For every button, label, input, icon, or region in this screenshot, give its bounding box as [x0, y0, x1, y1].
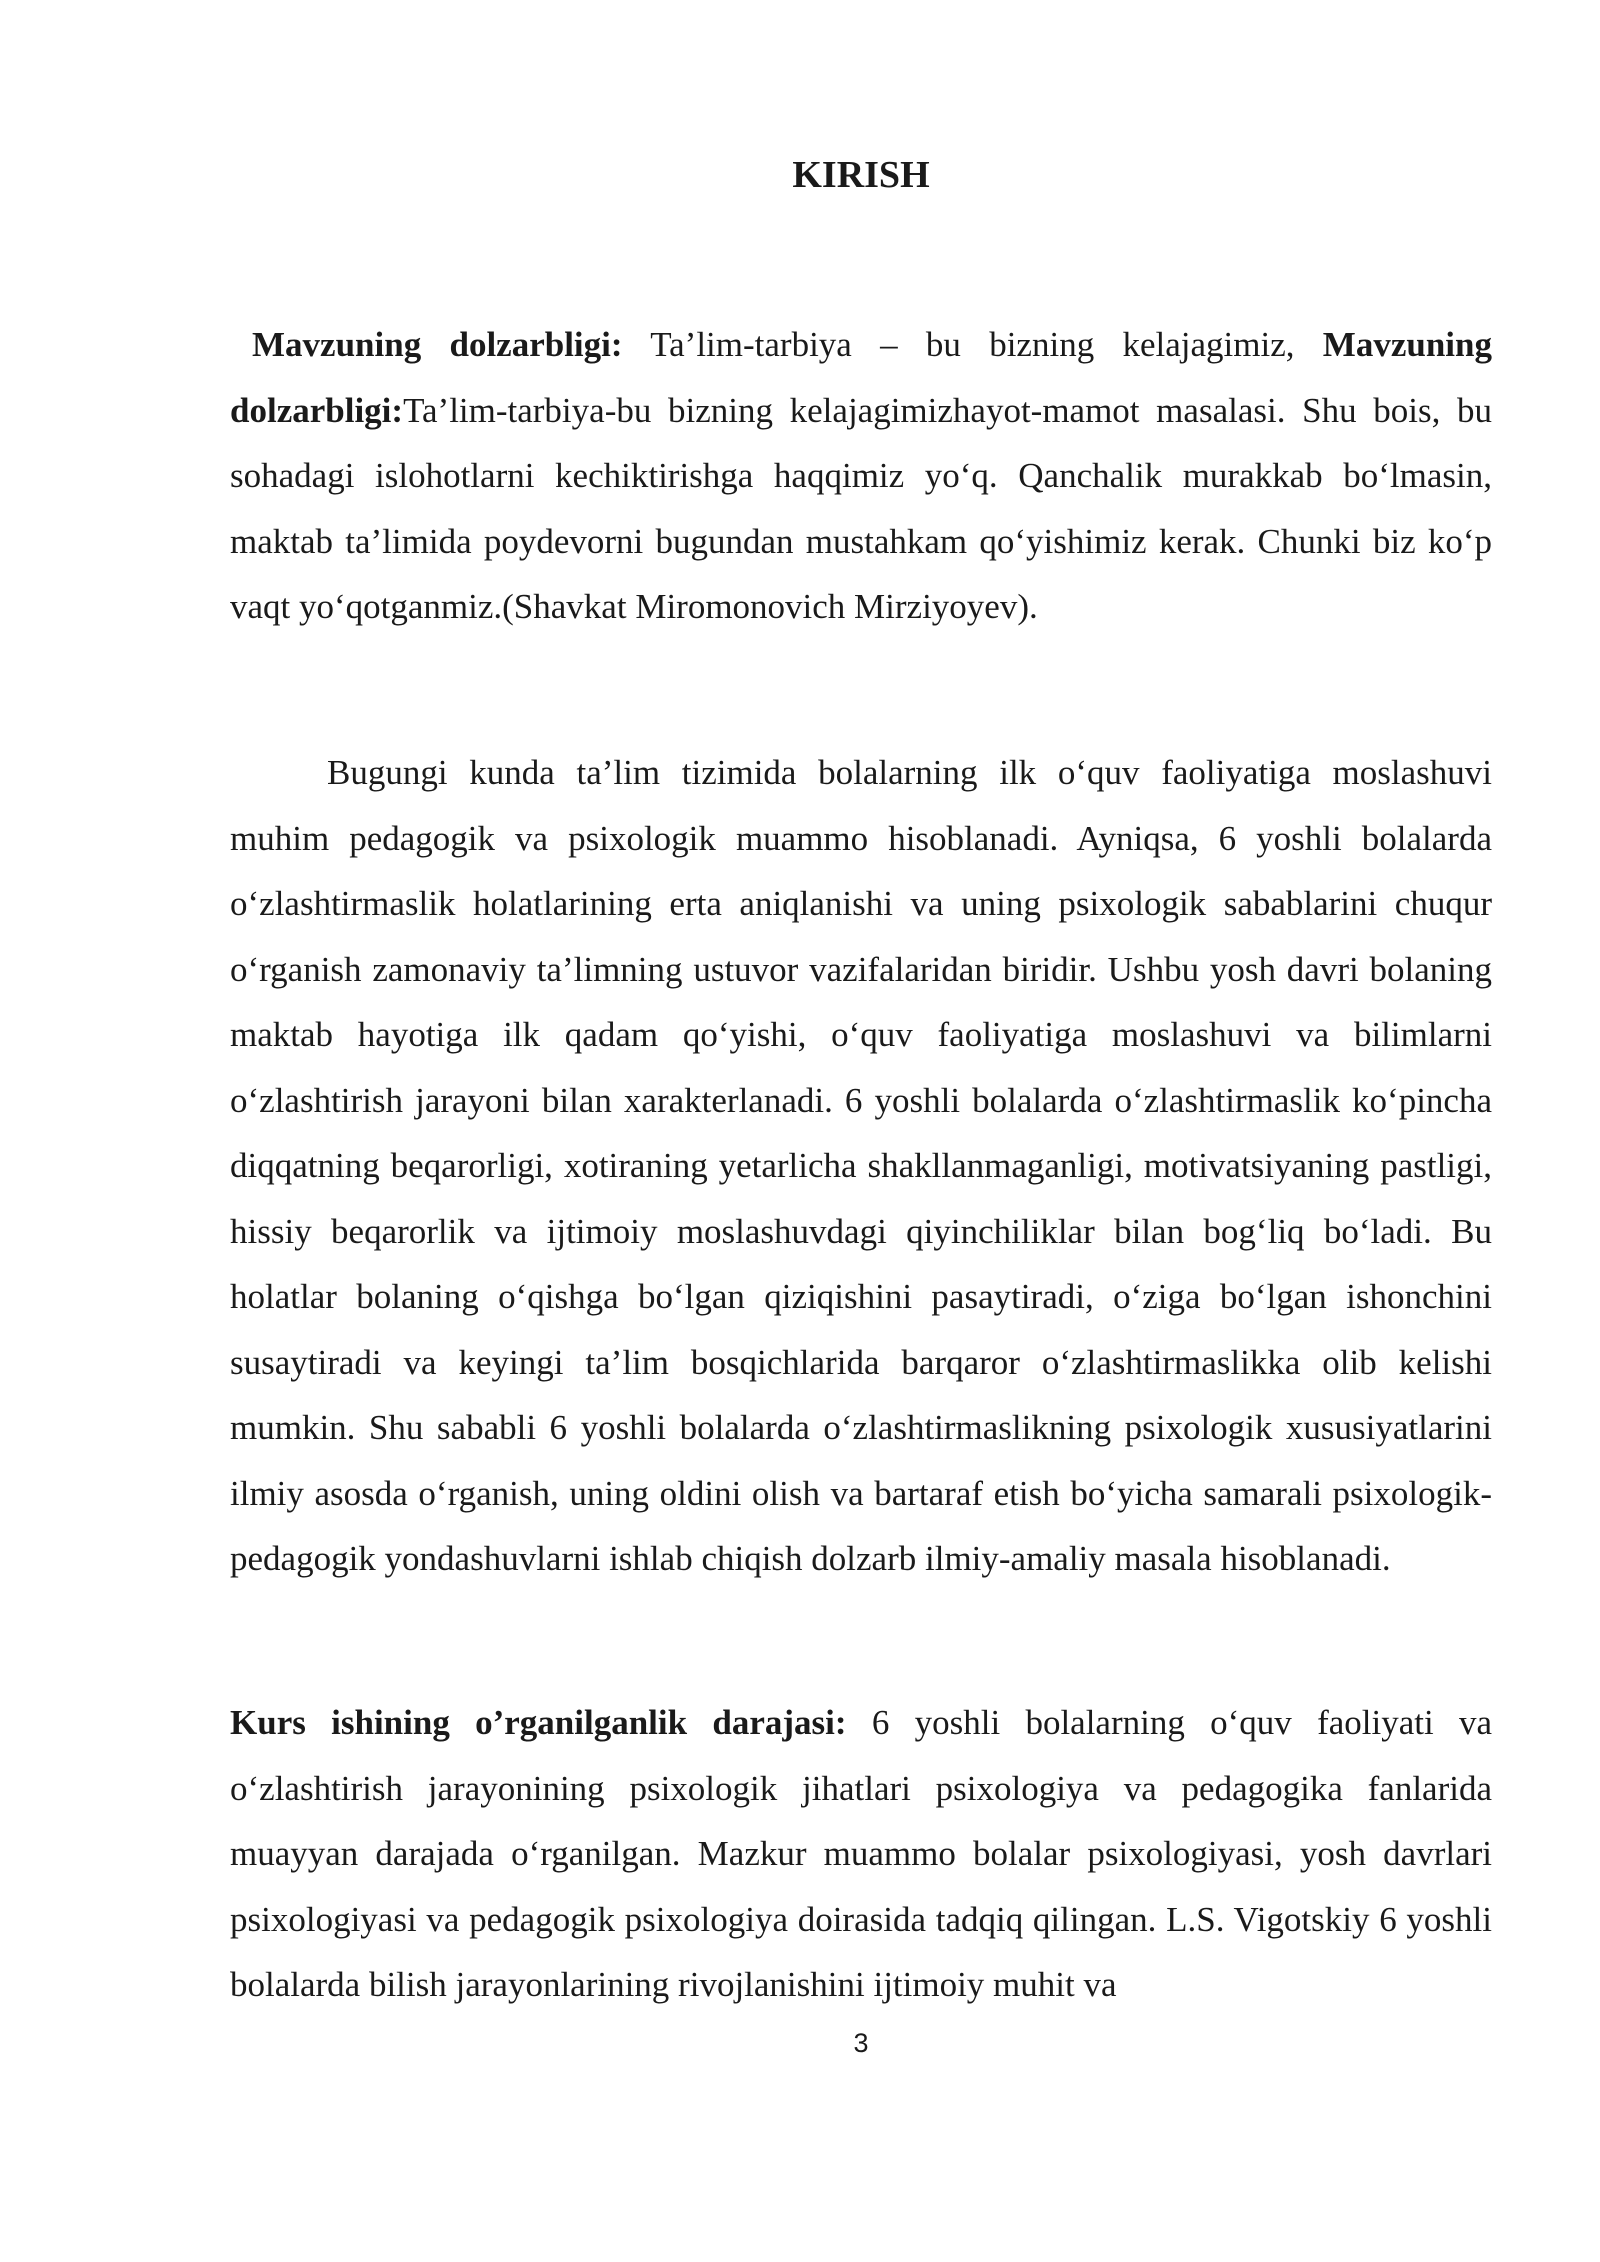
relevance-body: Ta’lim-tarbiya-bu bizning kelajagimizhayot-mamot masalasi. Shu bois, bu sohadagi islohotlarni kechiktirishga haqqimiz yo‘q. Qanchalik murakkab bo‘lmasin, maktab ta’limida poydevorni bugundan mustahkam qo‘yishimiz kerak. Chunki biz ko‘p vaqt yo‘qotganmiz.(Shavkat Miromonovich Mirziyoyev).: [230, 390, 1492, 626]
page-number: 3: [853, 2028, 869, 2058]
study-level-paragraph: [230, 1690, 1492, 2018]
study-level-label: Kurs ishining o’rganilganlik darajasi:: [230, 1703, 847, 1742]
study-level-body: 6 yoshli bolalarning o‘quv faoliyati va o‘zlashtirish jarayonining psixologik jihatlari psixologiya va pedagogika fanlarida muayyan darajada o‘rganilgan. Mazkur muammo bolalar psixologiyasi, yosh davrlari psixologiyasi va pedagogik psixologiya doirasida tadqiq qilingan. L.S. Vigotskiy 6 yoshli bolalarda bilish jarayonlarining rivojlanishini ijtimoiy muhit va: [230, 1703, 1493, 2004]
relevance-paragraph: [230, 312, 1492, 640]
intro-paragraph: Bugungi kunda ta’lim tizimida bolalarning ilk o‘quv faoliyatiga moslashuvi muhim pedagogik va psixologik muammo hisoblanadi. Ayniqsa, 6 yoshli bolalarda o‘zlashtirmaslik holatlarining erta aniqlanishi va uning psixologik sabablarini chuqur o‘rganish zamonaviy ta’limning ustuvor vazifalaridan biridir. Ushbu yosh davri bolaning maktab hayotiga ilk qadam qo‘yishi, o‘quv faoliyatiga moslashuvi va bilimlarni o‘zlashtirish jarayoni bilan xarakterlanadi. 6 yoshli bolalarda o‘zlashtirmaslik ko‘pincha diqqatning beqarorligi, xotiraning yetarlicha shakllanmaganligi, motivatsiyaning pastligi, hissiy beqarorlik va ijtimoiy moslashuvdagi qiyinchiliklar bilan bog‘liq bo‘ladi. Bu holatlar bolaning o‘qishga bo‘lgan qiziqishini pasaytiradi, o‘ziga bo‘lgan ishonchini susaytiradi va keyingi ta’lim bosqichlarida barqaror o‘zlashtirmaslikka olib kelishi mumkin. Shu sababli 6 yoshli bolalarda o‘zlashtirmaslikning psixologik xususiyatlarini ilmiy asosda o‘rganish, uning oldini olish va bartaraf etish bo‘yicha samarali psixologik-pedagogik yondashuvlarni ishlab chiqish dolzarb ilmiy-amaliy masala hisoblanadi.: [230, 753, 1492, 1578]
relevance-label-repeat: Mavzuning dolzarbligi:: [230, 325, 1492, 430]
page-title: KIRISH: [792, 154, 930, 196]
relevance-lead-text: Ta’lim-tarbiya – bu bizning kelajagimiz,: [622, 325, 1323, 364]
relevance-label: Mavzuning dolzarbligi:: [252, 325, 623, 364]
